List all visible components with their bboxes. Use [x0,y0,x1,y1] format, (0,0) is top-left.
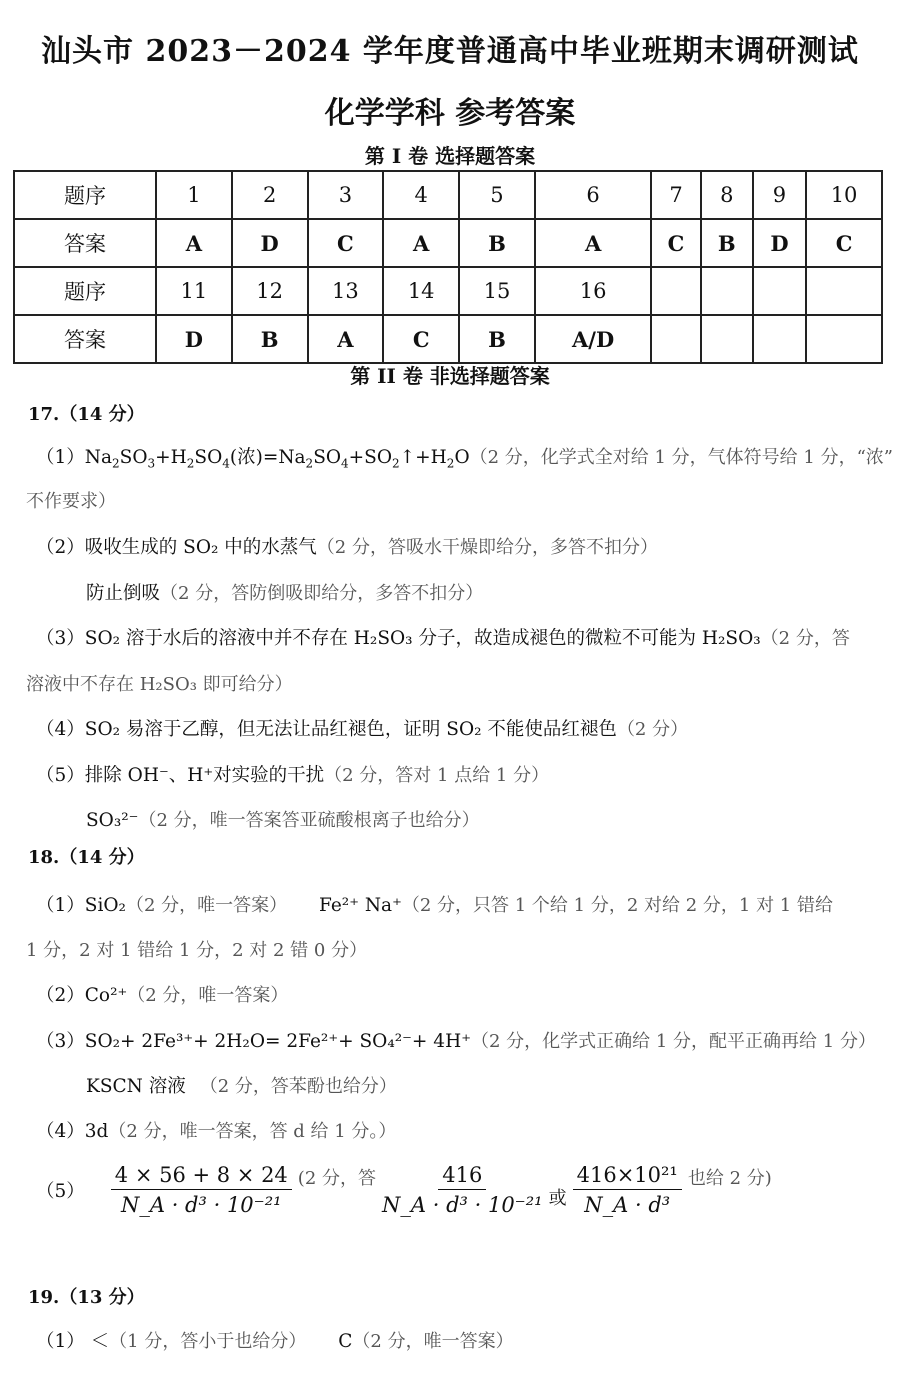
question-number [701,267,753,315]
q18-part1-ions: Fe²⁺ Na⁺ [319,895,402,916]
question-number: 10 [806,171,882,219]
question-number: 13 [308,267,384,315]
answer-cell: A [156,219,232,267]
page-subtitle: 化学学科 参考答案 [324,96,576,131]
answer-cell: D [232,219,308,267]
question-number: 9 [753,171,806,219]
table-header-cell: 题序 [14,267,156,315]
answer-cell [806,315,882,363]
q18-part1-note-cont: 1 分，2 对 1 错给 1 分，2 对 2 错 0 分） [26,940,368,961]
answer-cell: A [383,219,459,267]
q17-part2 [36,533,658,559]
q17-part1 [36,443,893,471]
q17-part1-label: （1） [36,447,85,468]
q17-part3 [36,624,850,650]
q17-part3-answer: （3）SO₂ 溶于水后的溶液中并不存在 H₂SO₃ 分子，故造成褪色的微粒不可能为 H₂SO₃ [36,628,761,649]
answer-cell: A [535,219,652,267]
q18-part3b-answer: KSCN 溶液 [86,1076,186,1097]
question-number: 8 [701,171,753,219]
answer-cell: B [459,315,535,363]
answer-cell: C [308,219,384,267]
question-number: 12 [232,267,308,315]
answer-cell: C [651,219,700,267]
formula-fraction [111,1163,292,1217]
q18-part1-note: （2 分，唯一答案） [125,895,288,916]
answer-cell: B [232,315,308,363]
question-number: 11 [156,267,232,315]
q17-part5b-answer: SO₃²⁻ [86,810,139,831]
question-number [753,267,806,315]
section-2-heading: 第 II 卷 非选择题答案 [350,364,550,388]
answer-cell: B [701,219,753,267]
answer-cell [753,315,806,363]
q19-part1 [36,1327,514,1353]
q19-part1-answer-b: C [338,1331,353,1352]
formula-numerator: 416×10²¹ [573,1163,682,1190]
q17-part5-note: （2 分，答对 1 点给 1 分） [324,765,550,786]
table-row [14,315,882,363]
answer-cell: A [308,315,384,363]
question-17-heading: 17.（14 分） [28,404,145,425]
q17-part4-note: （2 分） [616,719,689,740]
q17-part2b-answer: 防止倒吸 [86,583,161,604]
question-number: 2 [232,171,308,219]
q18-part5 [36,1163,772,1217]
answer-table [13,170,883,364]
question-number: 4 [383,171,459,219]
q18-part5-label: （5） [36,1181,85,1202]
question-19-heading: 19.（13 分） [28,1287,145,1308]
q18-part1 [36,891,833,917]
answer-cell: A/D [535,315,652,363]
q18-part4 [36,1117,396,1143]
q18-part2 [36,981,288,1007]
question-number: 7 [651,171,700,219]
answer-cell: B [459,219,535,267]
question-number: 6 [535,171,652,219]
answer-cell: C [383,315,459,363]
q18-part1-answer: （1）SiO₂ [36,895,126,916]
question-number: 3 [308,171,384,219]
formula-fraction-alt1 [382,1163,543,1217]
q19-part1-answer: （1） ＜ [36,1331,110,1352]
q17-part5b [86,806,480,832]
q18-part3b [86,1072,397,1098]
q18-part1-note2: （2 分，只答 1 个给 1 分，2 对给 2 分，1 对 1 错给 [401,895,833,916]
question-number: 5 [459,171,535,219]
formula-denominator: N_A · d³ [584,1193,671,1217]
q18-part3-note: （2 分，化学式正确给 1 分，配平正确再给 1 分） [470,1031,876,1052]
q17-part2b-note: （2 分，答防倒吸即给分，多答不扣分） [160,583,484,604]
question-number: 14 [383,267,459,315]
table-row [14,267,882,315]
question-number: 16 [535,267,652,315]
q17-part4-answer: （4）SO₂ 易溶于乙醇，但无法让品红褪色，证明 SO₂ 不能使品红褪色 [36,719,617,740]
q18-part5-note-end: 也给 2 分) [687,1168,772,1189]
table-row [14,219,882,267]
q17-part5 [36,761,549,787]
q17-part3-note: （2 分，答 [760,628,850,649]
question-number: 1 [156,171,232,219]
formula-numerator: 416 [438,1163,486,1190]
q19-part1-note2: （2 分，唯一答案） [352,1331,514,1352]
or-word: 或 [548,1188,567,1209]
table-header-cell: 题序 [14,171,156,219]
answer-cell [701,315,753,363]
q17-part1-equation: $Na_2SO_3+H_2SO_4$(浓)$=Na_2SO_4+SO_2↑+H_2O$ [84,447,470,471]
formula-denominator: N_A · d³ · 10⁻²¹ [120,1193,282,1217]
answer-cell: D [753,219,806,267]
q17-part1-note-cont: 不作要求） [26,491,116,512]
section-1-heading: 第 I 卷 选择题答案 [364,144,536,168]
q17-part4 [36,715,688,741]
question-18-heading: 18.（14 分） [28,847,145,868]
q19-part1-note: （1 分，答小于也给分） [109,1331,307,1352]
q17-part3-note-cont: 溶液中不存在 H₂SO₃ 即可给分） [26,674,293,695]
question-number [651,267,700,315]
q18-part2-note: （2 分，唯一答案） [127,985,289,1006]
formula-fraction-alt2 [573,1163,682,1217]
answer-cell [651,315,700,363]
q18-part3b-note: （2 分，答苯酚也给分） [199,1076,397,1097]
answer-cell: C [806,219,882,267]
answer-cell: D [156,315,232,363]
formula-denominator: N_A · d³ · 10⁻²¹ [382,1193,543,1217]
q17-part2-answer: （2）吸收生成的 SO₂ 中的水蒸气 [36,537,317,558]
table-header-cell: 答案 [14,219,156,267]
q18-part5-note: (2 分，答 [297,1168,376,1189]
q18-part3 [36,1027,876,1053]
table-header-cell: 答案 [14,315,156,363]
table-row [14,171,882,219]
page-title: 汕头市 2023－2024 学年度普通高中毕业班期末调研测试 [41,34,859,69]
q17-part2-note: （2 分，答吸水干燥即给分，多答不扣分） [316,537,658,558]
q17-part2b [86,579,483,605]
q18-part3-answer: （3）SO₂+ 2Fe³⁺+ 2H₂O= 2Fe²⁺+ SO₄²⁻+ 4H⁺ [36,1031,471,1052]
question-number [806,267,882,315]
q17-part5b-note: （2 分，唯一答案答亚硫酸根离子也给分） [138,810,480,831]
q18-part2-answer: （2）Co²⁺ [36,985,128,1006]
question-number: 15 [459,267,535,315]
q18-part4-note: （2 分，唯一答案，答 d 给 1 分。） [108,1121,397,1142]
q17-part1-note: （2 分，化学式全对给 1 分，气体符号给 1 分，“浓” [469,447,893,468]
q17-part5-answer: （5）排除 OH⁻、H⁺对实验的干扰 [36,765,325,786]
q18-part4-answer: （4）3d [36,1121,109,1142]
formula-numerator: 4 × 56 + 8 × 24 [111,1163,292,1190]
